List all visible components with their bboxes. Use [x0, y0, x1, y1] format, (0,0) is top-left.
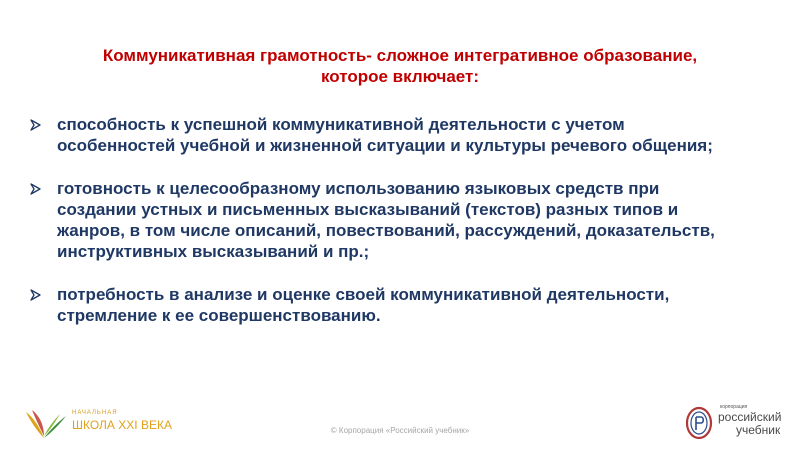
- seal-logo-icon: [684, 404, 714, 442]
- bullet-item: [30, 284, 780, 326]
- leaf-logo-icon: [22, 404, 68, 442]
- bullet-line: потребность в анализе и оценке своей коммуникативной деятельности,: [57, 285, 670, 304]
- arrowhead-bullet-icon: [30, 284, 57, 305]
- bullet-item: [30, 178, 780, 262]
- bullet-line: особенностей учебной и жизненной ситуации и культуры речевого общения;: [57, 136, 713, 155]
- logo-right-small-text: корпорация: [720, 404, 748, 410]
- bullet-line: стремление к ее совершенствованию.: [57, 306, 381, 325]
- arrowhead-bullet-icon: [30, 114, 57, 135]
- logo-right-line2: учебник: [736, 423, 781, 437]
- slide-title: [60, 45, 740, 87]
- bullet-text: [57, 284, 780, 326]
- bullet-list: [30, 114, 780, 326]
- bullet-text: [57, 178, 780, 262]
- copyright-footer: © Корпорация «Российский учебник»: [330, 426, 470, 435]
- bullet-line: создании устных и письменных высказываний (текстов) разных типов и: [57, 200, 679, 219]
- bullet-line: инструктивных высказываний и пр.;: [57, 242, 370, 261]
- logo-right-line1: российский: [718, 410, 782, 424]
- logo-small-text: НАЧАЛЬНАЯ: [72, 410, 118, 416]
- slide-title-line: которое включает:: [320, 67, 480, 86]
- bullet-line: способность к успешной коммуникативной деятельности с учетом: [57, 115, 625, 134]
- logo-main-text: ШКОЛА XXI ВЕКА: [72, 418, 172, 432]
- school-xxi-logo: [22, 404, 182, 444]
- bullet-text: [57, 114, 780, 156]
- russian-textbook-logo: [684, 402, 784, 446]
- bullet-line: готовность к целесообразному использованию языковых средств при: [57, 179, 660, 198]
- bullet-item: [30, 114, 780, 156]
- bullet-line: жанров, в том числе описаний, повествований, рассуждений, доказательств,: [57, 221, 715, 240]
- slide-title-line: Коммуникативная грамотность- сложное интегративное образование,: [102, 46, 698, 65]
- arrowhead-bullet-icon: [30, 178, 57, 199]
